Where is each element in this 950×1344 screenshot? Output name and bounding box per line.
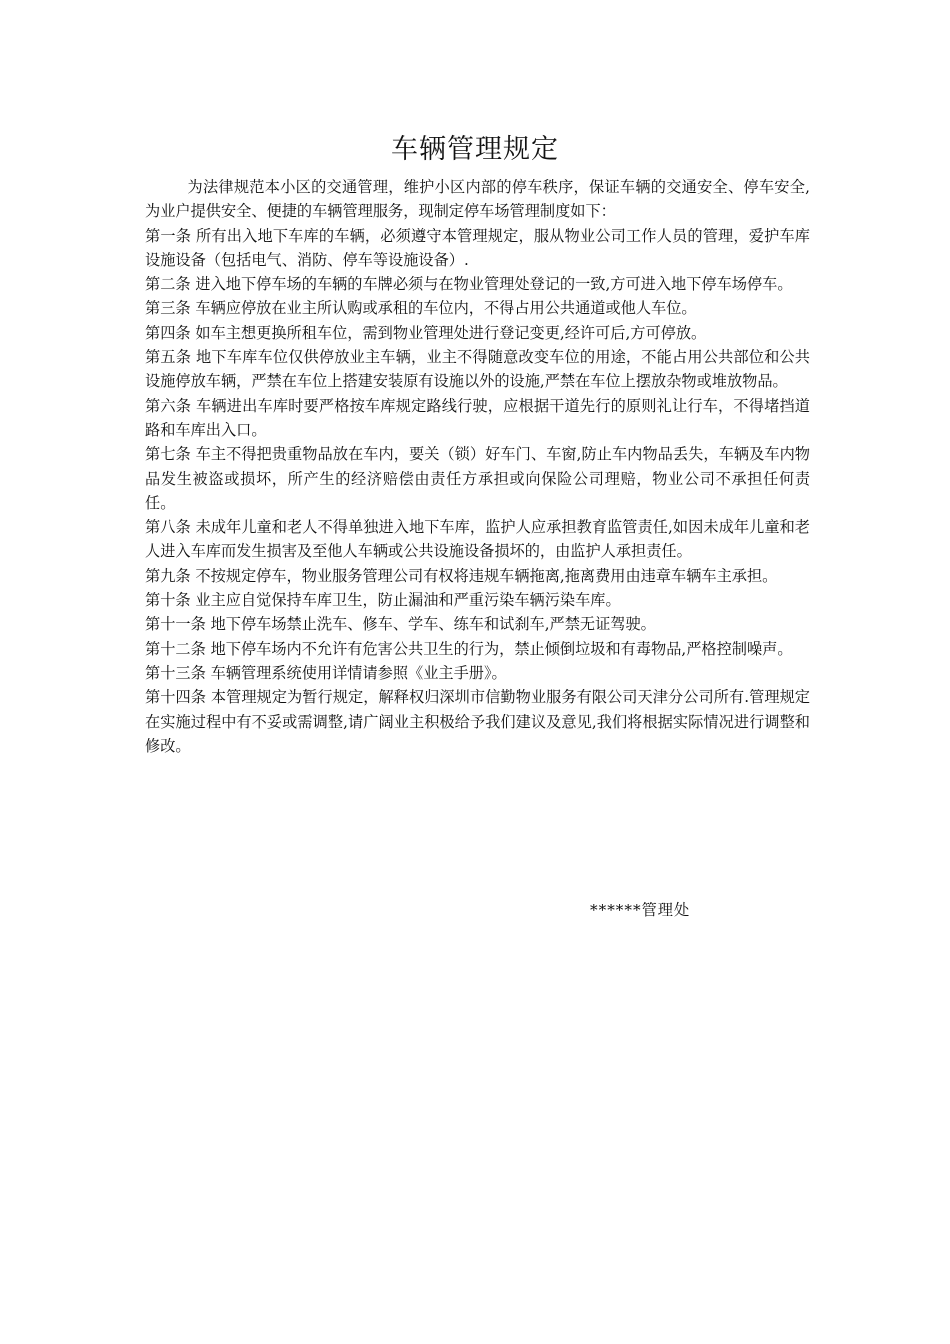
- article-9: 第九条 不按规定停车，物业服务管理公司有权将违规车辆拖离,拖离费用由违章车辆车主承担。: [145, 566, 778, 585]
- article-10: 第十条 业主应自觉保持车库卫生，防止漏油和严重污染车辆污染车库。: [145, 591, 621, 610]
- article-4: 第四条 如车主想更换所租车位，需到物业管理处进行登记变更,经许可后,方可停放。: [145, 323, 707, 342]
- document-body: [145, 175, 810, 758]
- intro-paragraph: 为法律规范本小区的交通管理，维护小区内部的停车秩序，保证车辆的交通安全、停车安全,为业户提供安全、便捷的车辆管理服务，现制定停车场管理制度如下：: [145, 178, 810, 221]
- article-8: 第八条 未成年儿童和老人不得单独进入地下车库，监护人应承担教育监管责任,如因未成年儿童和老人进入车库而发生损害及至他人车辆或公共设施设备损坏的，由监护人承担责任。: [145, 518, 810, 561]
- article-12: 第十二条 地下停车场内不允许有危害公共卫生的行为，禁止倾倒垃圾和有毒物品,严格控制噪声。: [145, 639, 793, 658]
- article-14: 第十四条 本管理规定为暂行规定，解释权归深圳市信勤物业服务有限公司天津分公司所有.管理规定在实施过程中有不妥或需调整,请广阔业主积极给予我们建议及意见,我们将根据实际情况进行调整和修改。: [145, 688, 810, 755]
- article-5: 第五条 地下车库车位仅供停放业主车辆，业主不得随意改变车位的用途，不能占用公共部位和公共设施停放车辆，严禁在车位上搭建安装原有设施以外的设施,严禁在车位上摆放杂物或堆放物品。: [145, 348, 810, 391]
- article-3: 第三条 车辆应停放在业主所认购或承租的车位内，不得占用公共通道或他人车位。: [145, 299, 697, 318]
- article-6: 第六条 车辆进出车库时要严格按车库规定路线行驶，应根据干道先行的原则礼让行车，不得堵挡道路和车库出入口。: [145, 396, 810, 439]
- article-13: 第十三条 车辆管理系统使用详情请参照《业主手册》。: [145, 663, 507, 682]
- article-7: 第七条 车主不得把贵重物品放在车内，要关（锁）好车门、车窗,防止车内物品丢失，车辆及车内物品发生被盗或损坏，所产生的经济赔偿由责任方承担或向保险公司理赔，物业公司不承担任何责任。: [145, 445, 810, 512]
- article-1: 第一条 所有出入地下车库的车辆，必须遵守本管理规定，服从物业公司工作人员的管理，爱护车库设施设备（包括电气、消防、停车等设施设备）.: [145, 226, 810, 269]
- signature: ******管理处: [590, 901, 691, 919]
- article-2: 第二条 进入地下停车场的车辆的车牌必须与在物业管理处登记的一致,方可进入地下停车场停车。: [145, 275, 793, 294]
- article-11: 第十一条 地下停车场禁止洗车、修车、学车、练车和试刹车,严禁无证驾驶。: [145, 615, 656, 634]
- document-title: 车辆管理规定: [391, 134, 559, 165]
